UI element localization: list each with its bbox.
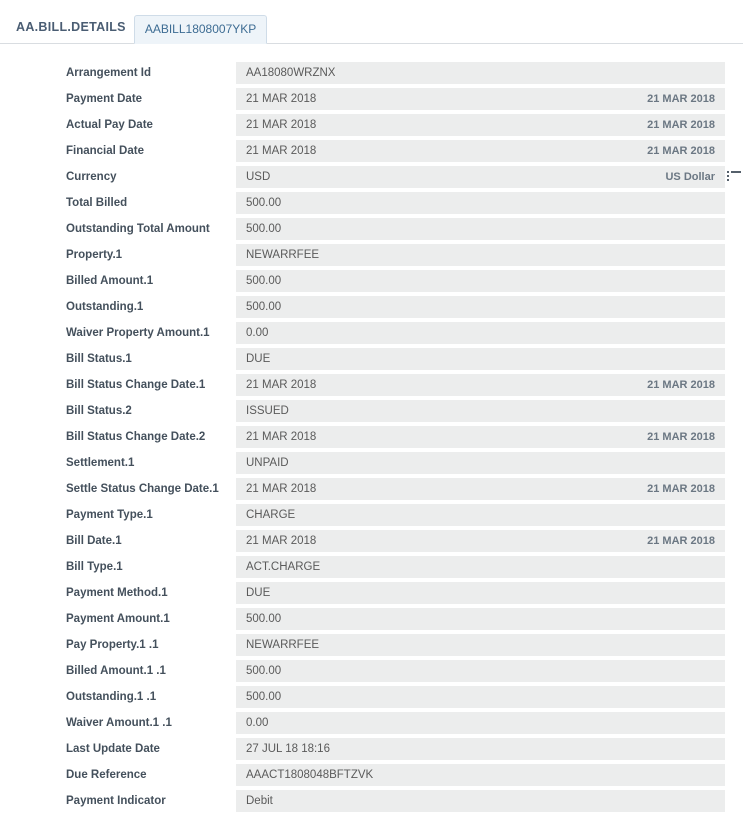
field-input[interactable] <box>236 88 725 110</box>
field-input[interactable] <box>236 556 725 578</box>
field-input[interactable] <box>236 62 725 84</box>
form-row <box>0 60 743 86</box>
field-label: Total Billed <box>66 197 128 209</box>
form-row <box>0 190 743 216</box>
field-input[interactable] <box>236 478 725 500</box>
field-input[interactable] <box>236 738 725 760</box>
field-wrapper <box>236 476 725 502</box>
field-wrapper <box>236 658 725 684</box>
field-value: DUE <box>246 587 271 599</box>
field-input[interactable] <box>236 660 725 682</box>
field-label: Waiver Property Amount.1 <box>66 327 210 339</box>
form-row <box>0 294 743 320</box>
field-wrapper <box>236 398 725 424</box>
field-input[interactable] <box>236 192 725 214</box>
form-row <box>0 424 743 450</box>
field-value: Debit <box>246 795 273 807</box>
field-wrapper <box>236 320 725 346</box>
field-input[interactable] <box>236 270 725 292</box>
field-input[interactable] <box>236 504 725 526</box>
form-row <box>0 268 743 294</box>
field-input[interactable] <box>236 114 725 136</box>
field-value: 21 MAR 2018 <box>246 535 317 547</box>
form-row <box>0 476 743 502</box>
field-input[interactable] <box>236 140 725 162</box>
field-wrapper <box>236 372 725 398</box>
field-label: Waiver Amount.1 .1 <box>66 717 172 729</box>
field-label: Bill Status Change Date.1 <box>66 379 206 391</box>
field-input[interactable] <box>236 582 725 604</box>
field-label: Bill Type.1 <box>66 561 123 573</box>
field-input[interactable] <box>236 244 725 266</box>
field-value: 21 MAR 2018 <box>246 431 317 443</box>
form-row <box>0 606 743 632</box>
form-row <box>0 164 743 190</box>
field-label: Actual Pay Date <box>66 119 153 131</box>
field-label: Arrangement Id <box>66 67 151 79</box>
field-aux-value: 21 MAR 2018 <box>647 483 715 495</box>
field-input[interactable] <box>236 400 725 422</box>
field-wrapper <box>236 346 725 372</box>
field-value: 21 MAR 2018 <box>246 93 317 105</box>
tab-record-id[interactable]: AABILL1808007YKP <box>134 15 267 44</box>
field-wrapper <box>236 268 725 294</box>
form-row <box>0 216 743 242</box>
field-label: Outstanding.1 .1 <box>66 691 157 703</box>
field-aux-value: 21 MAR 2018 <box>647 431 715 443</box>
field-value: CHARGE <box>246 509 296 521</box>
list-icon[interactable] <box>727 171 741 183</box>
field-aux-value: 21 MAR 2018 <box>647 119 715 131</box>
bill-details-form <box>0 44 743 814</box>
field-value: 500.00 <box>246 275 282 287</box>
field-label: Settlement.1 <box>66 457 135 469</box>
field-wrapper <box>236 606 725 632</box>
field-label: Bill Status.2 <box>66 405 132 417</box>
form-row <box>0 450 743 476</box>
field-wrapper <box>236 60 725 86</box>
page-title: AA.BILL.DETAILS <box>16 20 126 34</box>
form-row <box>0 658 743 684</box>
tab-bar <box>0 0 743 44</box>
field-value: 500.00 <box>246 691 282 703</box>
form-row <box>0 112 743 138</box>
form-row <box>0 554 743 580</box>
field-input[interactable] <box>236 374 725 396</box>
field-input[interactable] <box>236 166 725 188</box>
field-input[interactable] <box>236 218 725 240</box>
form-row <box>0 788 743 814</box>
field-value: ACT.CHARGE <box>246 561 321 573</box>
field-wrapper <box>236 190 725 216</box>
form-row <box>0 320 743 346</box>
field-value: 500.00 <box>246 197 282 209</box>
field-wrapper <box>236 502 725 528</box>
field-label: Billed Amount.1 <box>66 275 154 287</box>
field-label: Currency <box>66 171 117 183</box>
field-label: Payment Indicator <box>66 795 166 807</box>
field-wrapper <box>236 788 725 814</box>
field-label: Bill Status Change Date.2 <box>66 431 206 443</box>
field-label: Financial Date <box>66 145 144 157</box>
form-row <box>0 710 743 736</box>
form-row <box>0 372 743 398</box>
field-value: 21 MAR 2018 <box>246 379 317 391</box>
form-row <box>0 762 743 788</box>
field-wrapper <box>236 762 725 788</box>
field-value: USD <box>246 171 271 183</box>
field-wrapper <box>236 424 725 450</box>
field-value: 500.00 <box>246 665 282 677</box>
field-wrapper <box>236 450 725 476</box>
field-wrapper <box>236 710 725 736</box>
field-wrapper <box>236 580 725 606</box>
field-label: Due Reference <box>66 769 147 781</box>
form-row <box>0 502 743 528</box>
form-row <box>0 242 743 268</box>
field-value: 27 JUL 18 18:16 <box>246 743 330 755</box>
field-label: Payment Amount.1 <box>66 613 170 625</box>
field-value: NEWARRFEE <box>246 249 320 261</box>
field-label: Billed Amount.1 .1 <box>66 665 166 677</box>
field-label: Bill Date.1 <box>66 535 122 547</box>
field-label: Outstanding Total Amount <box>66 223 210 235</box>
field-label: Pay Property.1 .1 <box>66 639 159 651</box>
field-value: NEWARRFEE <box>246 639 320 651</box>
field-wrapper <box>236 138 725 164</box>
field-wrapper <box>236 86 725 112</box>
field-label: Outstanding.1 <box>66 301 144 313</box>
field-value: 21 MAR 2018 <box>246 119 317 131</box>
field-wrapper <box>236 528 725 554</box>
field-value: AAACT1808048BFTZVK <box>246 769 374 781</box>
field-value: 500.00 <box>246 223 282 235</box>
form-row <box>0 346 743 372</box>
field-wrapper <box>236 216 725 242</box>
field-label: Settle Status Change Date.1 <box>66 483 219 495</box>
field-value: 21 MAR 2018 <box>246 483 317 495</box>
field-aux-value: 21 MAR 2018 <box>647 535 715 547</box>
field-input[interactable] <box>236 322 725 344</box>
field-value: 21 MAR 2018 <box>246 145 317 157</box>
form-row <box>0 86 743 112</box>
field-aux-value: 21 MAR 2018 <box>647 379 715 391</box>
form-row <box>0 632 743 658</box>
field-value: 0.00 <box>246 327 269 339</box>
field-value: ISSUED <box>246 405 289 417</box>
form-row <box>0 736 743 762</box>
field-value: 500.00 <box>246 613 282 625</box>
form-row <box>0 138 743 164</box>
field-wrapper <box>236 554 725 580</box>
field-label: Payment Method.1 <box>66 587 168 599</box>
field-input[interactable] <box>236 790 725 812</box>
form-row <box>0 684 743 710</box>
field-input[interactable] <box>236 348 725 370</box>
field-wrapper <box>236 242 725 268</box>
field-aux-value: 21 MAR 2018 <box>647 93 715 105</box>
form-row <box>0 528 743 554</box>
field-input[interactable] <box>236 712 725 734</box>
field-label: Payment Type.1 <box>66 509 153 521</box>
field-wrapper <box>236 736 725 762</box>
field-input[interactable] <box>236 634 725 656</box>
field-label: Bill Status.1 <box>66 353 132 365</box>
field-label: Payment Date <box>66 93 143 105</box>
form-row <box>0 580 743 606</box>
field-input[interactable] <box>236 764 725 786</box>
field-value: 500.00 <box>246 301 282 313</box>
field-label: Property.1 <box>66 249 123 261</box>
field-input[interactable] <box>236 530 725 552</box>
field-input[interactable] <box>236 452 725 474</box>
field-value: DUE <box>246 353 271 365</box>
field-input[interactable] <box>236 426 725 448</box>
field-wrapper <box>236 684 725 710</box>
field-aux-value: 21 MAR 2018 <box>647 145 715 157</box>
field-label: Last Update Date <box>66 743 160 755</box>
field-wrapper <box>236 164 725 190</box>
field-input[interactable] <box>236 608 725 630</box>
field-aux-value: US Dollar <box>665 171 715 183</box>
field-wrapper <box>236 294 725 320</box>
form-row <box>0 398 743 424</box>
field-input[interactable] <box>236 686 725 708</box>
field-value: UNPAID <box>246 457 289 469</box>
field-value: AA18080WRZNX <box>246 67 336 79</box>
field-wrapper <box>236 112 725 138</box>
field-value: 0.00 <box>246 717 269 729</box>
field-wrapper <box>236 632 725 658</box>
field-input[interactable] <box>236 296 725 318</box>
